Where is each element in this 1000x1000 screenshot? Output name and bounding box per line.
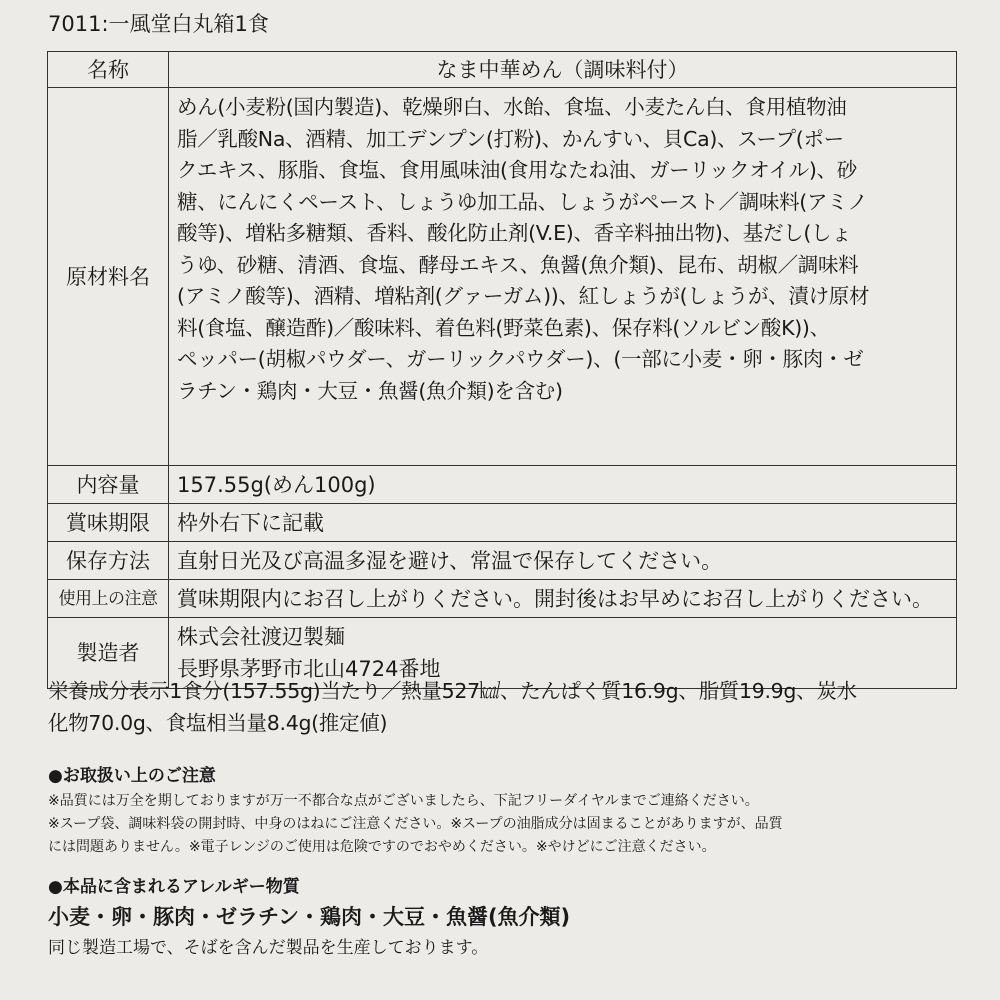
ingredients-line: ラチン・鶏肉・大豆・魚醤(魚介類)を含む) xyxy=(177,378,563,403)
product-label-table xyxy=(47,51,957,689)
table-row-ingredients xyxy=(48,88,957,466)
handling-notes xyxy=(48,790,963,859)
nutrition-line: 化物70.0g、食塩相当量8.4g(推定値) xyxy=(48,711,388,735)
table-row-expiry xyxy=(48,504,957,542)
ingredients-line: めん(小麦粉(国内製造)、乾燥卵白、水飴、食塩、小麦たん白、食用植物油 xyxy=(177,95,847,119)
manufacturer-company: 株式会社渡辺製麺 xyxy=(177,625,345,649)
row-header-ingredients: 原材料名 xyxy=(48,88,169,466)
handling-note-line: ※品質には万全を期しておりますが万一不都合な点がございましたら、下記フリーダイヤルまでご連絡ください。 xyxy=(48,793,759,809)
table-row-name xyxy=(48,52,957,88)
row-header-expiry: 賞味期限 xyxy=(48,504,169,542)
table-row-storage xyxy=(48,542,957,580)
handling-heading: ●お取扱い上のご注意 xyxy=(48,766,216,786)
row-header-name: 名称 xyxy=(48,52,169,88)
ingredients-line: うゆ、砂糖、清酒、食塩、酵母エキス、魚醤(魚介類)、昆布、胡椒／調味料 xyxy=(177,252,859,277)
ingredients-line: ペッパー(胡椒パウダー、ガーリックパウダー)、(一部に小麦・卵・豚肉・ゼ xyxy=(177,347,864,371)
ingredients-line: クエキス、豚脂、食塩、食用風味油(食用なたね油、ガーリックオイル)、砂 xyxy=(177,158,857,182)
row-header-manufacturer: 製造者 xyxy=(48,618,169,689)
row-header-storage: 保存方法 xyxy=(48,542,169,580)
table-row-usage xyxy=(48,580,957,618)
content-value: 157.55g(めん100g) xyxy=(169,466,957,504)
row-header-usage: 使用上の注意 xyxy=(48,580,169,618)
handling-note-line: ※スープ袋、調味料袋の開封時、中身のはねにご注意ください。※スープの油脂成分は固まることがありますが、品質 xyxy=(48,816,783,832)
factory-note: 同じ製造工場で、そばを含んだ製品を生産しております。 xyxy=(48,938,489,958)
manufacturer-address: 長野県茅野市北山4724番地 xyxy=(177,657,441,681)
allergy-heading: ●本品に含まれるアレルギー物質 xyxy=(48,877,300,897)
handling-note-line: には問題ありません。※電子レンジのご使用は危険ですのでおやめください。※やけどにご注意ください。 xyxy=(48,839,716,855)
ingredients-line: 料(食塩、醸造酢)／酸味料、着色料(野菜色素)、保存料(ソルビン酸K))、 xyxy=(177,315,830,340)
nutrition-facts xyxy=(48,675,963,739)
ingredients-line: 酸等)、増粘多糖類、香料、酸化防止剤(V.E)、香辛料抽出物)、基だし(しょ xyxy=(177,221,852,245)
ingredients-line: 脂／乳酸Na、酒精、加工デンプン(打粉)、かんすい、貝Ca)、スープ(ポー xyxy=(177,126,844,151)
storage-value: 直射日光及び高温多湿を避け、常温で保存してください。 xyxy=(169,542,957,580)
ingredients-value xyxy=(169,88,957,466)
row-header-content: 内容量 xyxy=(48,466,169,504)
usage-value: 賞味期限内にお召し上がりください。開封後はお早めにお召し上がりください。 xyxy=(169,580,957,618)
page-title: 7011:一風堂白丸箱1食 xyxy=(48,12,269,36)
table-row-content xyxy=(48,466,957,504)
expiry-value: 枠外右下に記載 xyxy=(169,504,957,542)
ingredients-line: 糖、にんにくペースト、しょうゆ加工品、しょうがペースト／調味料(アミノ xyxy=(177,189,868,214)
allergen-list: 小麦・卵・豚肉・ゼラチン・鶏肉・大豆・魚醤(魚介類) xyxy=(48,905,571,929)
nutrition-line: 栄養成分表示1食分(157.55g)当たり／熱量527㎉、たんぱく質16.9g、脂質19.9g、炭水 xyxy=(48,679,857,703)
product-name-value: なま中華めん（調味料付） xyxy=(169,52,957,88)
ingredients-line: (アミノ酸等)、酒精、増粘剤(グァーガム))、紅しょうが(しょうが、漬け原材 xyxy=(177,284,870,308)
